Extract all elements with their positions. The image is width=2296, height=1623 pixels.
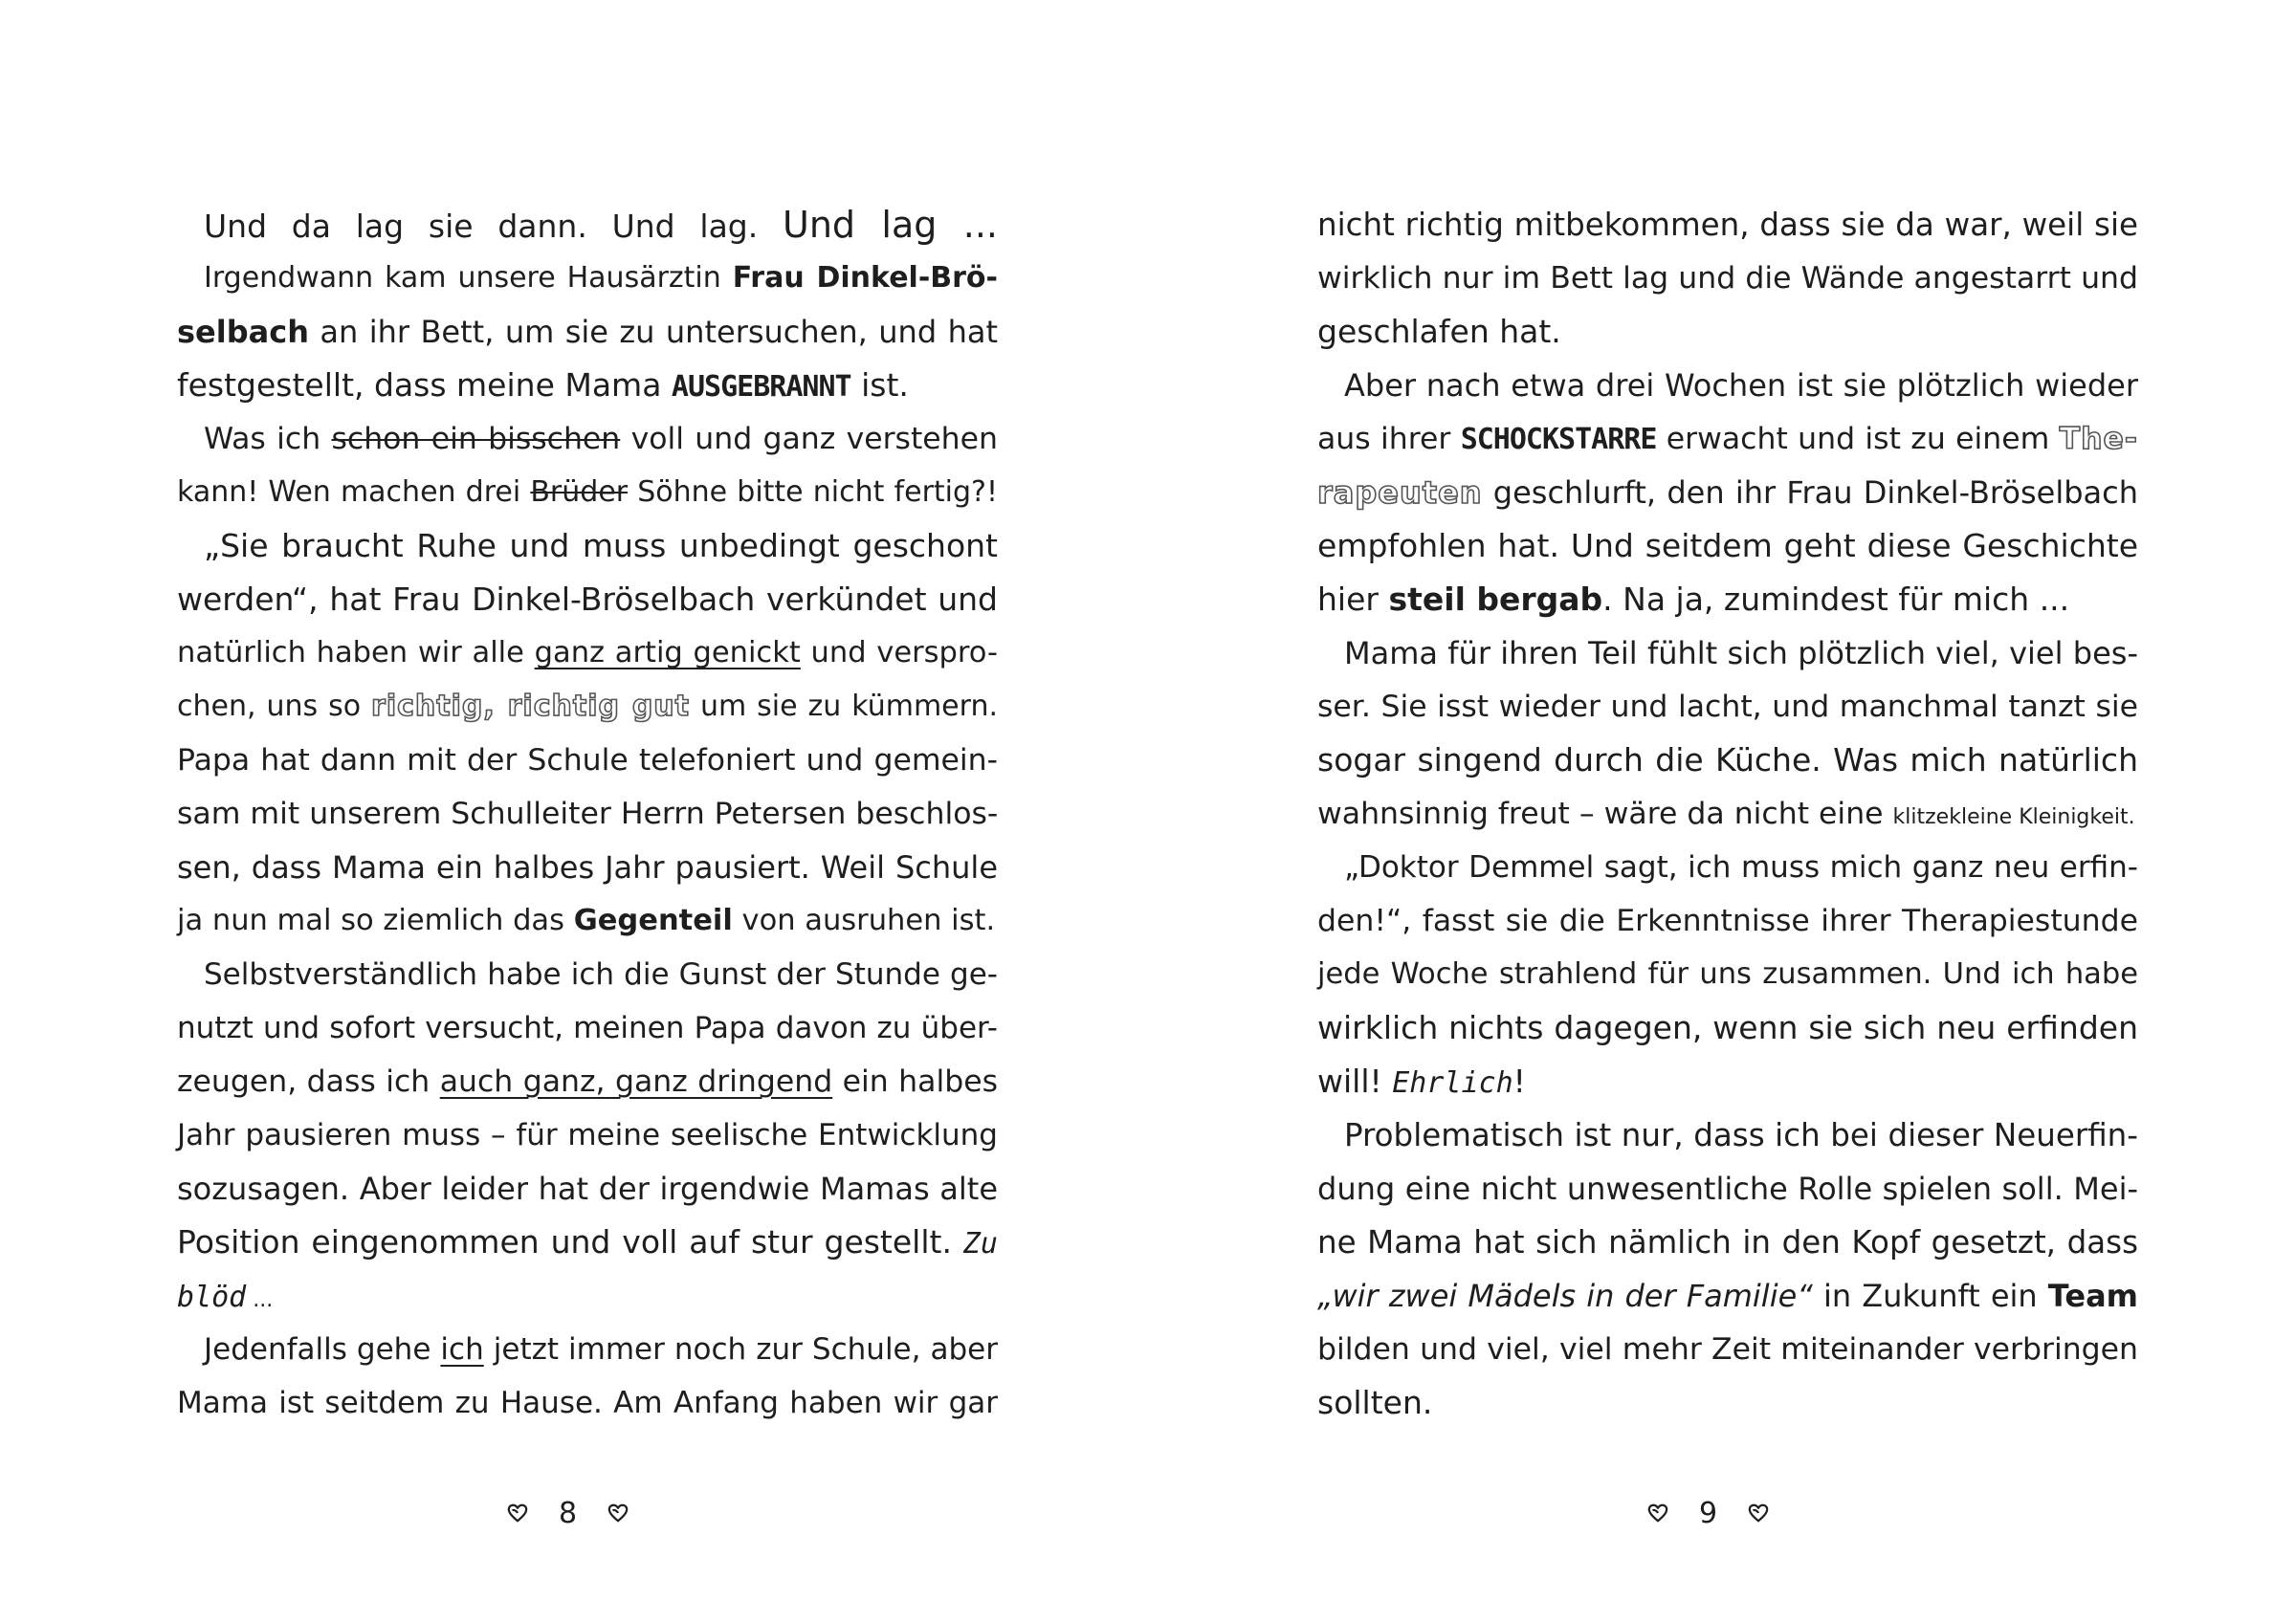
text-run: Mama ist seitdem zu Hause. Am Anfang haben wir gar xyxy=(177,1386,998,1420)
text-line xyxy=(1317,1216,2138,1269)
text-line xyxy=(177,412,998,466)
text-line xyxy=(1317,948,2138,1001)
text-line xyxy=(177,680,998,734)
text-line xyxy=(1317,198,2138,252)
text-run: in Zukunft ein xyxy=(1812,1278,2048,1314)
page-number: 9 xyxy=(1699,1496,1718,1530)
outline-text: richtig, richtig gut xyxy=(371,690,690,723)
text-run: hier xyxy=(1317,581,1389,618)
italic-text: „wir zwei Mädels in der Familie“ xyxy=(1317,1278,1813,1314)
text-run: sozusagen. Aber leider hat der irgendwie Mamas alte xyxy=(177,1171,998,1207)
text-line xyxy=(1317,1162,2138,1216)
text-run: Mama für ihren Teil fühlt sich plötzlich viel, viel bes- xyxy=(1344,635,2138,671)
bold-text: Team xyxy=(2047,1278,2139,1314)
text-run: wirklich nichts dagegen, wenn sie sich neu erfinden xyxy=(1317,1009,2138,1046)
text-run: kann! Wen machen drei xyxy=(177,475,531,509)
page-number: 8 xyxy=(559,1496,578,1530)
small-text: klitzekleine Kleinigkeit. xyxy=(1892,805,2135,829)
text-run: festgestellt, dass meine Mama xyxy=(177,366,672,404)
heart-icon xyxy=(507,1502,528,1524)
text-run: geschlurft, den ihr Frau Dinkel-Bröselbach xyxy=(1482,474,2138,511)
text-line xyxy=(177,198,998,252)
text-run: ser. Sie isst wieder und lacht, und manchmal tanzt sie xyxy=(1317,690,2138,724)
text-line xyxy=(1317,1376,2138,1430)
text-line xyxy=(1317,412,2138,466)
text-line xyxy=(1317,626,2138,680)
text-line xyxy=(177,1001,998,1055)
text-run: wirklich nur im Bett lag und die Wände angestarrt und xyxy=(1317,261,2138,296)
handwritten-text: Ehrlich xyxy=(1392,1066,1513,1100)
text-line xyxy=(177,1323,998,1376)
text-run: Jahr pausieren muss – für meine seelische Entwicklung xyxy=(177,1118,998,1152)
text-line xyxy=(177,1055,998,1108)
underlined-text: ich xyxy=(440,1332,484,1367)
text-run: bilden und viel, viel mehr Zeit miteinander verbringen xyxy=(1317,1332,2138,1367)
text-line xyxy=(177,787,998,841)
handwritten-text: Zu xyxy=(962,1227,998,1261)
text-run: „Doktor Demmel sagt, ich muss mich ganz neu erfin- xyxy=(1344,850,2138,885)
text-run: Selbstverständlich habe ich die Gunst der Stunde ge- xyxy=(204,957,998,992)
text-run: nicht richtig mitbekommen, dass sie da war, weil sie xyxy=(1317,207,2138,243)
bold-text: selbach xyxy=(177,314,309,350)
text-run: wahnsinnig freut – wäre da nicht eine xyxy=(1317,797,1893,831)
text-run: Position eingenommen und voll auf stur gestellt. xyxy=(177,1223,963,1261)
text-line xyxy=(177,1216,998,1269)
left-page xyxy=(177,198,998,1430)
text-line xyxy=(1317,1001,2138,1055)
text-line xyxy=(177,841,998,894)
text-run: natürlich haben wir alle xyxy=(177,636,535,669)
text-run: dung eine nicht unwesentliche Rolle spielen soll. Mei- xyxy=(1317,1171,2138,1207)
page-number-right xyxy=(1647,1494,1769,1532)
text-run: jetzt immer noch zur Schule, aber xyxy=(483,1332,998,1367)
text-line xyxy=(1317,787,2138,841)
heart-icon xyxy=(607,1502,629,1524)
page-number-left xyxy=(507,1494,629,1532)
text-run: erwacht und ist zu einem xyxy=(1656,422,2060,456)
text-line xyxy=(1317,680,2138,734)
text-run: Jedenfalls gehe xyxy=(204,1332,441,1367)
text-run: voll und ganz verstehen xyxy=(620,422,998,456)
heart-icon xyxy=(1748,1502,1769,1524)
text-line xyxy=(1317,1108,2138,1162)
text-run: werden“, hat Frau Dinkel-Bröselbach verkündet und xyxy=(177,581,998,618)
text-run: an ihr Bett, um sie zu untersuchen, und hat xyxy=(308,314,998,350)
text-line xyxy=(1317,734,2138,787)
text-line xyxy=(1317,466,2138,519)
text-line xyxy=(1317,1323,2138,1376)
text-line xyxy=(1317,252,2138,305)
text-line xyxy=(1317,359,2138,412)
text-run: aus ihrer xyxy=(1317,422,1461,456)
text-line xyxy=(1317,894,2138,948)
text-line xyxy=(1317,1055,2138,1108)
text-run: jede Woche strahlend für uns zusammen. Und ich habe xyxy=(1317,957,2138,991)
text-run: empfohlen hat. Und seitdem geht diese Geschichte xyxy=(1317,527,2138,564)
text-line xyxy=(1317,841,2138,894)
handwritten-text: blöd xyxy=(177,1281,247,1314)
outline-text: The- xyxy=(2059,422,2138,456)
text-line xyxy=(177,305,998,359)
text-run: und verspro- xyxy=(800,636,999,669)
text-run: um sie zu kümmern. xyxy=(690,690,998,723)
text-run: ... xyxy=(246,1288,274,1312)
text-line xyxy=(177,894,998,948)
text-run: ist. xyxy=(850,366,909,404)
stamp-text: AUSGEBRANNT xyxy=(671,370,851,404)
text-line xyxy=(177,519,998,573)
text-run: sam mit unserem Schulleiter Herrn Petersen beschlos- xyxy=(177,797,999,831)
stamp-text: SCHOCKSTARRE xyxy=(1460,423,1657,456)
underlined-text: ganz artig genickt xyxy=(534,636,801,669)
text-run: Söhne bitte nicht fertig?! xyxy=(628,475,998,509)
text-line xyxy=(1317,305,2138,359)
bold-text: Gegenteil xyxy=(573,904,733,937)
text-run: Papa hat dann mit der Schule telefoniert und gemein- xyxy=(177,743,998,778)
bold-text: steil bergab xyxy=(1388,581,1603,618)
text-line xyxy=(177,626,998,680)
text-line xyxy=(1317,573,2138,626)
text-line xyxy=(1317,519,2138,573)
text-run: Und da lag sie dann. Und lag. xyxy=(204,208,784,245)
text-run: Irgendwann kam unsere Hausärztin xyxy=(204,261,733,295)
text-run: sen, dass Mama ein halbes Jahr pausiert. Weil Schule xyxy=(177,849,998,886)
text-line xyxy=(1317,1269,2138,1323)
text-run: ne Mama hat sich nämlich in den Kopf gesetzt, dass xyxy=(1317,1224,2138,1261)
text-line xyxy=(177,252,998,305)
text-line xyxy=(177,1162,998,1216)
outline-text: rapeuten xyxy=(1317,474,1483,511)
text-line xyxy=(177,1108,998,1162)
text-run: . Na ja, zumindest für mich ... xyxy=(1602,581,2070,618)
text-run: nutzt und sofort versucht, meinen Papa davon zu über- xyxy=(177,1011,998,1045)
text-run: will! xyxy=(1317,1063,1393,1100)
text-line xyxy=(177,1269,998,1323)
heart-icon xyxy=(1647,1502,1668,1524)
text-line xyxy=(177,948,998,1001)
text-run: den!“, fasst sie die Erkenntnisse ihrer Therapiestunde xyxy=(1317,904,2138,938)
text-line xyxy=(177,466,998,519)
text-line xyxy=(177,1376,998,1430)
text-run: Was ich xyxy=(204,422,332,456)
bold-text: Frau Dinkel-Brö- xyxy=(732,261,998,295)
text-line xyxy=(177,359,998,412)
text-run: zeugen, dass ich xyxy=(177,1064,440,1099)
text-run: geschlafen hat. xyxy=(1317,313,1561,350)
underlined-text: auch ganz, ganz dringend xyxy=(439,1064,833,1099)
strikethrough-text: Brüder xyxy=(530,475,629,509)
text-run: sollten. xyxy=(1317,1384,1433,1421)
text-run: sogar singend durch die Küche. Was mich natürlich xyxy=(1317,741,2138,779)
text-run: ja nun mal so ziemlich das xyxy=(177,904,574,937)
strikethrough-text: schon ein bisschen xyxy=(331,422,621,456)
text-run: ein halbes xyxy=(832,1064,998,1099)
right-page xyxy=(1317,198,2138,1430)
text-line xyxy=(177,573,998,626)
text-line xyxy=(177,734,998,787)
text-run: „Sie braucht Ruhe und muss unbedingt geschont xyxy=(204,527,998,564)
text-run: ! xyxy=(1512,1063,1526,1100)
text-run: chen, uns so xyxy=(177,690,372,723)
emphasis-large-text: Und lag ... xyxy=(783,204,998,246)
text-run: von ausruhen ist. xyxy=(732,904,996,937)
text-run: Aber nach etwa drei Wochen ist sie plötzlich wieder xyxy=(1344,367,2138,404)
text-run: Problematisch ist nur, dass ich bei dieser Neuerfin- xyxy=(1344,1117,2138,1153)
